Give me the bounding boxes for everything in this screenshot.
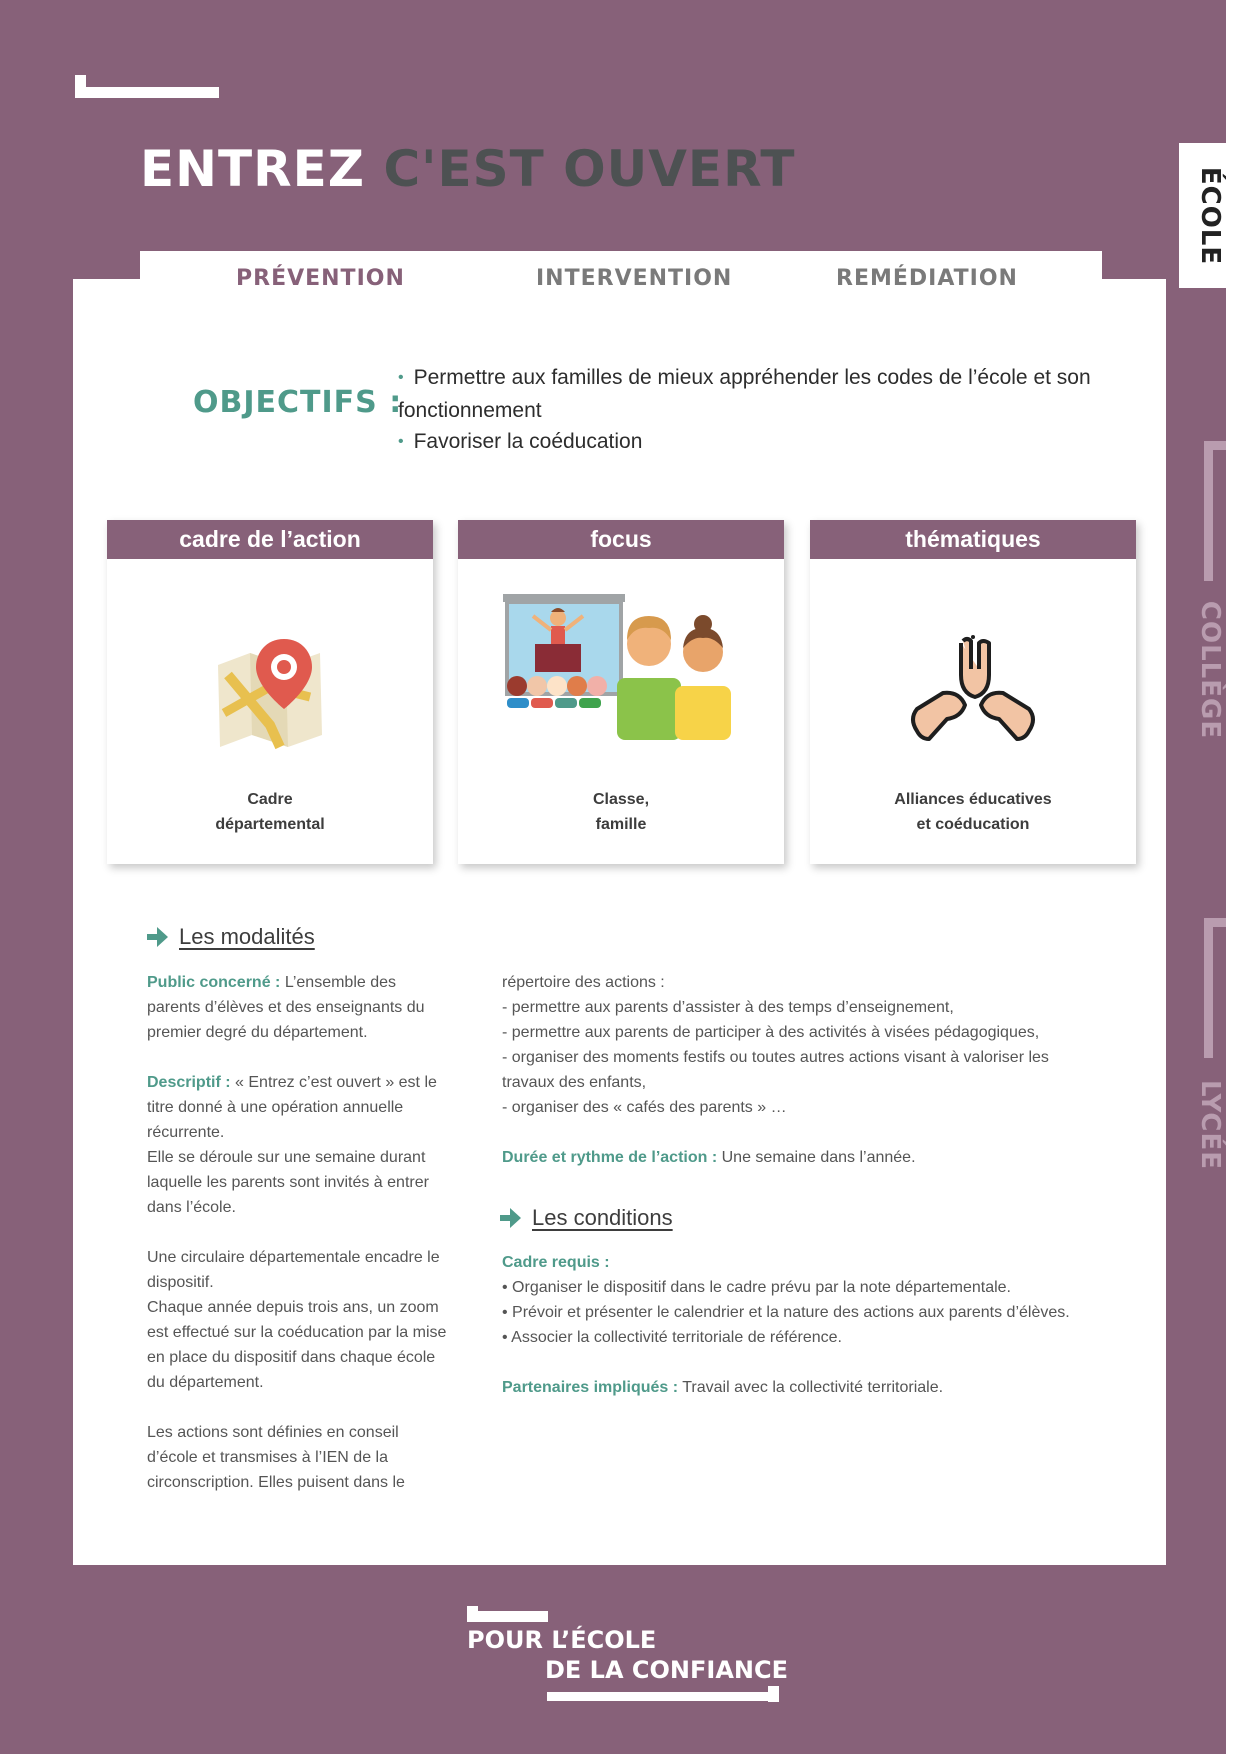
objectif-item: • Favoriser la coéducation [398,426,1118,459]
card-cadre-caption [107,787,433,837]
condition-item: • Associer la collectivité territoriale de référence. [502,1329,842,1346]
card-thematiques-caption-line2: et coéducation [916,816,1030,833]
side-tab-ecole-label: ÉCOLE [1194,166,1225,265]
card-thematiques-title: thématiques [810,520,1136,559]
descriptif-paragraph-2: Elle se déroule sur une semaine durant laquelle les parents sont invités à entrer dans l’école. [147,1149,429,1216]
side-tab-lycee[interactable] [1179,1055,1240,1195]
actions-paragraph: Les actions sont définies en conseil d’école et transmises à l’IEN de la circonscription. Elles puisent dans le [147,1424,405,1491]
objectifs-label: OBJECTIFS : [193,385,403,420]
joined-hands-icon [810,620,1136,770]
tab-remediation[interactable]: REMÉDIATION [836,266,1018,291]
tab-prevention[interactable]: PRÉVENTION [236,266,405,291]
partenaires-text: Travail avec la collectivité territoriale. [678,1379,944,1396]
card-focus [458,520,784,864]
descriptif-text: « Entrez c’est ouvert » est le titre donné à une opération annuelle récurrente. [147,1074,437,1141]
title-bracket-decoration [75,75,219,99]
modalites-right-column [502,970,1102,1170]
footer-logo [467,1606,788,1710]
side-bracket-college [1204,441,1226,581]
public-text: L’ensemble des parents d’élèves et des enseignants du premier degré du département. [147,974,425,1041]
modalites-heading [145,924,315,950]
repertoire-item: - permettre aux parents d’assister à des temps d’enseignement, [502,999,954,1016]
circulaire-paragraph: Une circulaire départementale encadre le dispositif. [147,1249,440,1291]
conditions-column [502,1250,1112,1400]
card-focus-title: focus [458,520,784,559]
duree-paragraph [502,1145,1102,1170]
condition-item: • Organiser le dispositif dans le cadre prévu par la note départementale. [502,1279,1011,1296]
partenaires-label: Partenaires impliqués : [502,1379,679,1396]
classroom-family-icon [458,592,784,742]
title-white-part: ENTREZ [140,140,366,198]
repertoire-intro: répertoire des actions : [502,974,665,991]
card-cadre-caption-line2: départemental [215,816,325,833]
tab-intervention[interactable]: INTERVENTION [536,266,733,291]
repertoire-item: - organiser des « cafés des parents » … [502,1099,787,1116]
card-thematiques [810,520,1136,864]
side-tab-lycee-label: LYCÉE [1194,1079,1225,1171]
zoom-paragraph: Chaque année depuis trois ans, un zoom est effectué sur la coéducation par la mise en place du dispositif dans chaque école du département. [147,1299,447,1391]
card-focus-caption-line1: Classe, [592,791,650,808]
card-cadre [107,520,433,864]
card-focus-caption-line2: famille [595,816,647,833]
modalites-heading-text: Les modalités [179,924,315,949]
public-label: Public concerné : [147,974,281,991]
objectif-item: • Permettre aux familles de mieux appréhender les codes de l’école et son fonctionnement [398,362,1118,426]
objectifs-list [398,362,1118,459]
side-tab-college-label: COLLÈGE [1194,600,1225,740]
card-thematiques-caption-line1: Alliances éducatives [894,791,1052,808]
card-thematiques-caption [810,787,1136,837]
repertoire-item: - organiser des moments festifs ou toutes autres actions visant à valoriser les travaux des enfants, [502,1049,1049,1091]
duree-label: Durée et rythme de l’action : [502,1149,718,1166]
side-tab-ecole[interactable] [1179,143,1240,288]
footer-logo-line1: POUR L’ÉCOLE [467,1626,657,1654]
repertoire-item: - permettre aux parents de participer à des activités à visées pédagogiques, [502,1024,1040,1041]
side-tab-college[interactable] [1179,600,1240,740]
title-dark-part: C'EST OUVERT [383,140,796,198]
public-paragraph [147,970,452,1045]
descriptif-label: Descriptif : [147,1074,231,1091]
footer-logo-line2: DE LA CONFIANCE [545,1656,788,1684]
arrow-right-icon [498,1206,522,1230]
conditions-heading-text: Les conditions [532,1205,673,1230]
partenaires-paragraph [502,1375,1112,1400]
card-focus-caption [458,787,784,837]
conditions-heading [498,1205,673,1231]
descriptif-paragraph [147,1070,452,1145]
duree-text: Une semaine dans l’année. [717,1149,916,1166]
map-pin-icon [107,620,433,770]
page-title [140,140,795,198]
card-cadre-title: cadre de l’action [107,520,433,559]
cadre-requis-label: Cadre requis : [502,1254,610,1271]
arrow-right-icon [145,925,169,949]
condition-item: • Prévoir et présenter le calendrier et la nature des actions aux parents d’élèves. [502,1304,1070,1321]
card-cadre-caption-line1: Cadre [247,791,293,808]
side-bracket-lycee [1204,918,1226,1058]
modalites-left-column [147,970,452,1495]
